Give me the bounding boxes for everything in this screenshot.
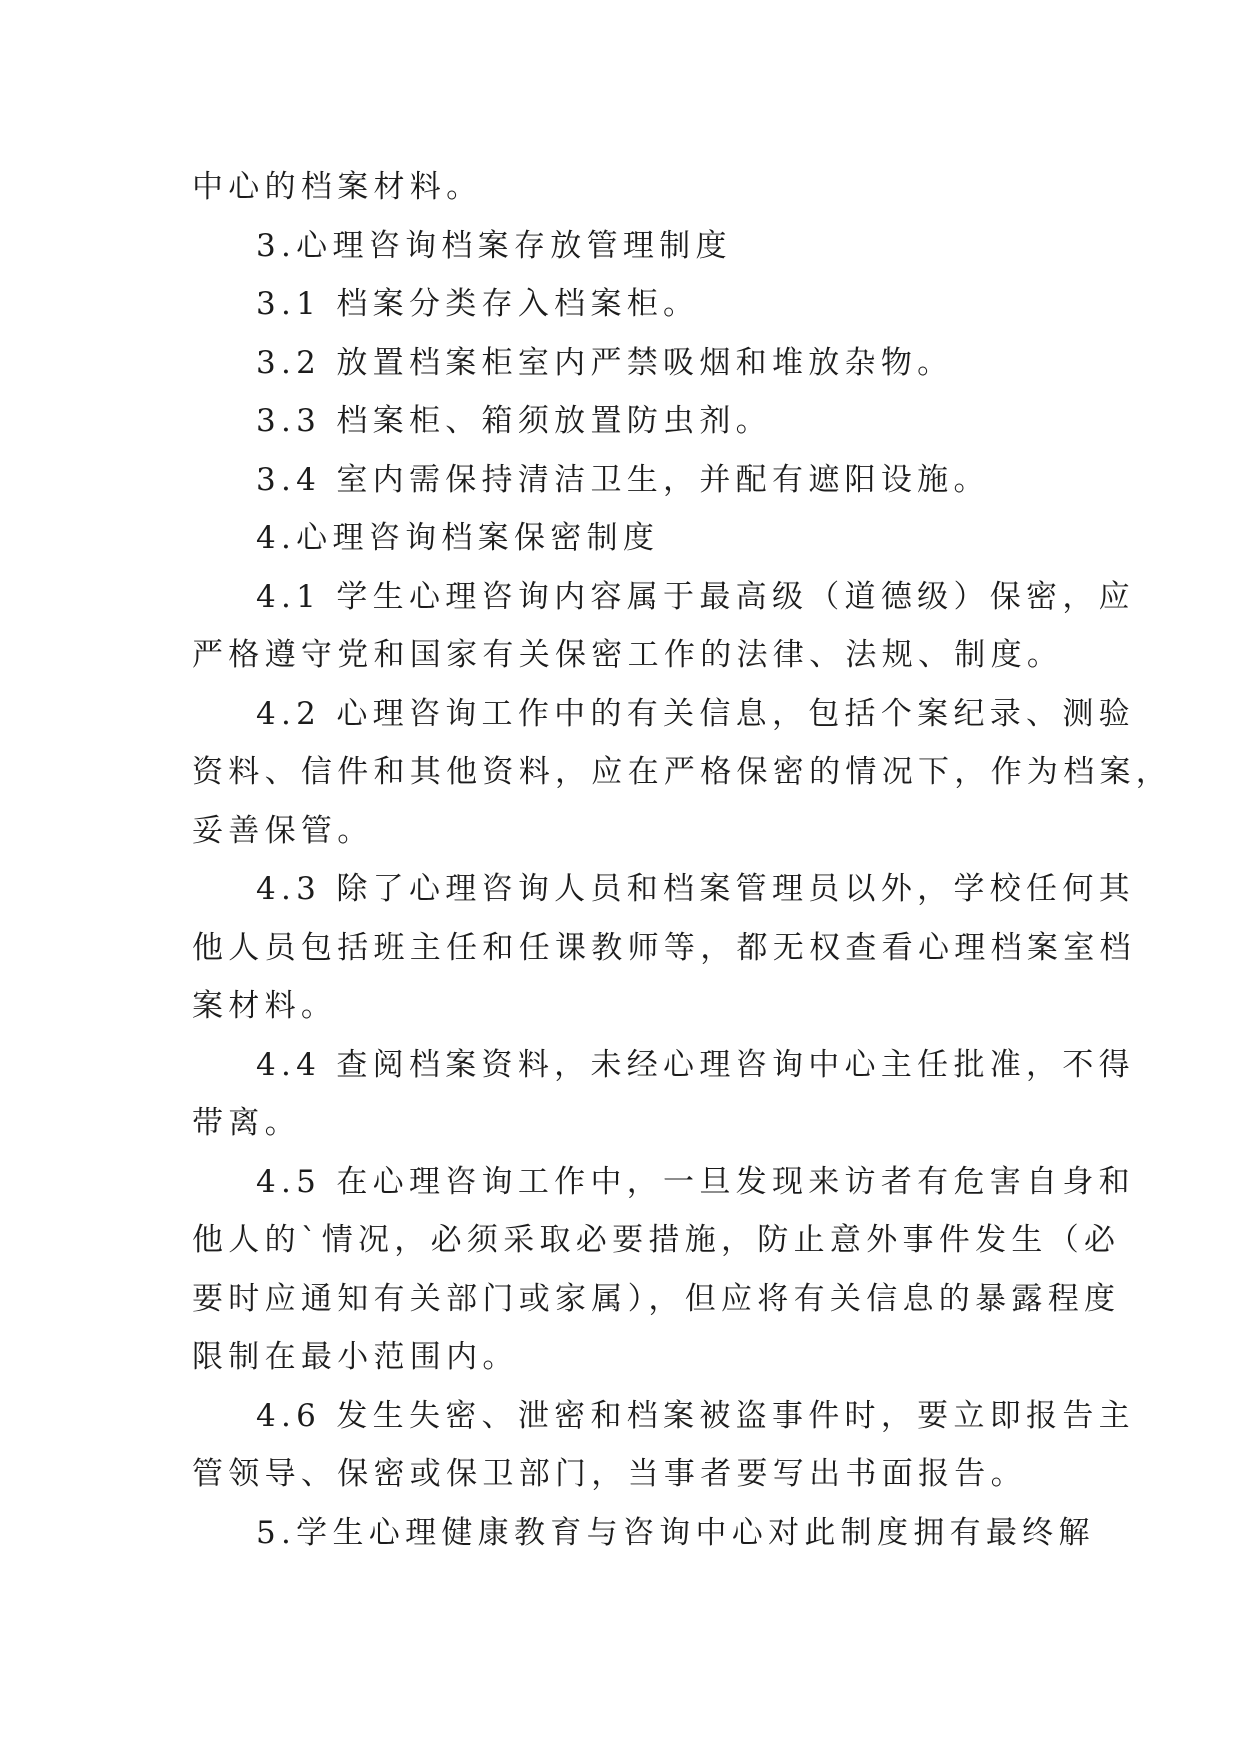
text-line: 4.心理咨询档案保密制度 [256,520,660,556]
text-line: 3.心理咨询档案存放管理制度 [256,227,732,264]
clause-3-1 [192,275,1060,334]
text-line: 限制在最小范围内。 [192,1339,519,1375]
text-line: 案材料。 [192,988,338,1024]
clause-4-5 [192,1153,1135,1387]
paragraph-1 [192,158,1060,217]
clause-3-2 [192,334,1060,393]
text-line: 3.3 档案柜、箱须放置防虫剂。 [256,403,772,439]
text-line: 妥善保管。 [192,812,374,849]
heading-section-3 [192,217,1060,276]
text-line: 4.4 查阅档案资料，未经心理咨询中心主任批准，不得 [256,1046,1135,1083]
clause-4-2 [192,685,1173,861]
text-line: 3.4 室内需保持清洁卫生，并配有遮阳设施。 [256,461,990,498]
text-line: 4.3 除了心理咨询人员和档案管理员以外，学校任何其 [256,871,1135,907]
clause-4-4 [192,1036,1135,1153]
text-line: 带离。 [192,1105,301,1141]
clause-3-4 [192,451,1060,510]
text-line: 中心的档案材料。 [192,169,483,205]
text-line: 4.6 发生失密、泄密和档案被盗事件时，要立即报告主 [256,1397,1135,1434]
text-line: 资料、信件和其他资料，应在严格保密的情况下，作为档案， [192,754,1173,790]
text-line: 5.学生心理健康教育与咨询中心对此制度拥有最终解 [256,1514,1095,1551]
text-line: 3.2 放置档案柜室内严禁吸烟和堆放杂物。 [256,344,954,381]
clause-3-3 [192,392,1060,451]
text-line: 他人员包括班主任和任课教师等，都无权查看心理档案室档 [192,929,1136,966]
text-line: 3.1 档案分类存入档案柜。 [256,286,700,322]
heading-section-5 [192,1504,1095,1563]
text-line: 4.1 学生心理咨询内容属于最高级（道德级）保密，应 [256,578,1135,615]
document-body [192,158,1173,1562]
heading-section-4 [192,509,1060,568]
clause-4-3 [192,860,1136,1036]
text-line: 要时应通知有关部门或家属），但应将有关信息的暴露程度 [192,1280,1121,1317]
text-line: 他人的`情况，必须采取必要措施，防止意外事件发生（必 [192,1222,1121,1258]
text-line: 管领导、保密或保卫部门，当事者要写出书面报告。 [192,1456,1027,1492]
text-line: 4.5 在心理咨询工作中，一旦发现来访者有危害自身和 [256,1163,1135,1200]
clause-4-1 [192,568,1135,685]
text-line: 严格遵守党和国家有关保密工作的法律、法规、制度。 [192,637,1064,673]
text-line: 4.2 心理咨询工作中的有关信息，包括个案纪录、测验 [256,695,1135,732]
clause-4-6 [192,1387,1135,1504]
